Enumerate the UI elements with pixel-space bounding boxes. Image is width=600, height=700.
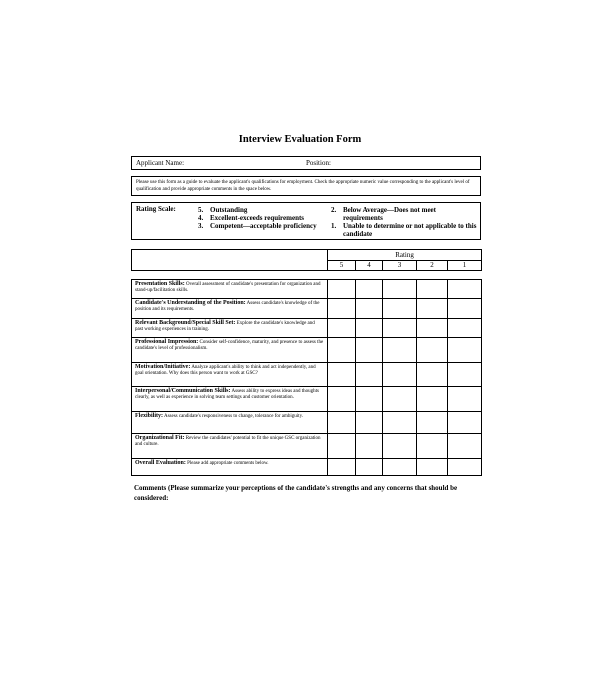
criteria-description-cell (132, 387, 328, 412)
rating-cell-5[interactable] (328, 318, 356, 337)
criteria-description-cell (132, 338, 328, 363)
rating-cell-3[interactable] (383, 362, 417, 387)
criteria-description-cell (132, 411, 328, 433)
criteria-row (132, 362, 482, 387)
rating-cell-1[interactable] (448, 458, 482, 475)
rating-cell-1[interactable] (448, 362, 482, 387)
criteria-description-cell (132, 280, 328, 299)
rating-cell-1[interactable] (448, 280, 482, 299)
rating-cell-4[interactable] (356, 299, 383, 318)
rating-cell-1[interactable] (448, 338, 482, 363)
rating-cell-2[interactable] (417, 411, 448, 433)
criteria-row (132, 318, 482, 337)
criteria-title: Professional Impression: (135, 339, 199, 346)
rating-cell-3[interactable] (383, 318, 417, 337)
rating-cell-1[interactable] (448, 434, 482, 459)
rating-cell-4[interactable] (356, 362, 383, 387)
rating-cell-5[interactable] (328, 299, 356, 318)
criteria-row (132, 299, 482, 318)
criteria-title: Flexibility: (135, 412, 163, 419)
criteria-description: Assess candidate's knowledge of the position and its requirements. (135, 301, 320, 313)
rating-cell-5[interactable] (328, 362, 356, 387)
criteria-row (132, 338, 482, 363)
scale-item-2: 2. Below Average—Does not meet requirements (331, 206, 436, 222)
criteria-title: Overall Evaluation: (135, 459, 186, 466)
criteria-title: Organizational Fit: (135, 435, 185, 442)
criteria-row (132, 387, 482, 412)
rating-cell-4[interactable] (356, 338, 383, 363)
rating-cell-2[interactable] (417, 387, 448, 412)
criteria-description: Explore the candidate's knowledge and past working experiences in training. (135, 320, 315, 332)
comments-prompt: Comments (Please summarize your perceptions of the candidate's strengths and any concerns that should be considered: (134, 484, 458, 502)
position-label: Position: (306, 159, 331, 167)
rating-cell-5[interactable] (328, 434, 356, 459)
rating-cell-2[interactable] (417, 299, 448, 318)
criteria-description: Overall assessment of candidate's presentation for organization and stand-up/facilitation skills. (135, 282, 321, 293)
criteria-title: Presentation Skills: (135, 281, 185, 287)
rating-cell-3[interactable] (383, 387, 417, 412)
rating-cell-3[interactable] (383, 411, 417, 433)
criteria-title: Interpersonal/Communication Skills: (135, 388, 231, 395)
rating-cell-3[interactable] (383, 338, 417, 363)
criteria-description: Assess candidate's responsiveness to change, tolerance for ambiguity. (163, 413, 303, 419)
criteria-description-cell (132, 362, 328, 387)
rating-cell-3[interactable] (383, 299, 417, 318)
rating-cell-2[interactable] (417, 338, 448, 363)
rating-cell-5[interactable] (328, 458, 356, 475)
criteria-table (131, 279, 482, 476)
rating-cell-4[interactable] (356, 458, 383, 475)
criteria-title: Motivation/Initiative: (135, 363, 191, 370)
criteria-description: Consider self-confidence, maturity, and presence to assess the candidate's level of professionalism. (135, 340, 324, 352)
rating-cell-1[interactable] (448, 387, 482, 412)
scale-item-3: 3. Competent—acceptable proficiency (198, 222, 317, 230)
rating-column-3: 3 (383, 260, 417, 271)
criteria-description: Analyze applicant's ability to think and act independently, and goal orientation. Why does this person want to work at GSC? (135, 364, 316, 376)
criteria-description-cell (132, 458, 328, 475)
form-title: Interview Evaluation Form (238, 134, 362, 145)
rating-cell-1[interactable] (448, 299, 482, 318)
rating-cell-3[interactable] (383, 280, 417, 299)
scale-item-4: 4. Excellent-exceeds requirements (198, 214, 305, 222)
criteria-row (132, 411, 482, 433)
criteria-title: Relevant Background/Special Skill Set: (135, 319, 236, 326)
rating-cell-4[interactable] (356, 387, 383, 412)
rating-cell-5[interactable] (328, 411, 356, 433)
rating-column-2: 2 (417, 260, 448, 271)
rating-column-1: 1 (448, 260, 482, 271)
rating-cell-4[interactable] (356, 318, 383, 337)
rating-cell-2[interactable] (417, 280, 448, 299)
rating-cell-4[interactable] (356, 411, 383, 433)
rating-scale-box (131, 202, 481, 240)
rating-header-label: Rating (328, 250, 482, 261)
criteria-title: Candidate's Understanding of the Position: (135, 300, 246, 307)
rating-cell-5[interactable] (328, 280, 356, 299)
criteria-description: Review the candidates' potential to fit the unique GSC organization and culture. (135, 436, 321, 448)
applicant-name-label: Applicant Name: (136, 159, 185, 167)
criteria-description-cell (132, 318, 328, 337)
rating-cell-3[interactable] (383, 458, 417, 475)
rating-cell-2[interactable] (417, 318, 448, 337)
criteria-row (132, 280, 482, 299)
rating-cell-1[interactable] (448, 411, 482, 433)
rating-cell-4[interactable] (356, 434, 383, 459)
scale-item-5: 5. Outstanding (198, 206, 248, 214)
criteria-row (132, 458, 482, 475)
rating-cell-5[interactable] (328, 387, 356, 412)
scale-item-1: 1. Unable to determine or not applicable to this candidate (331, 222, 477, 238)
applicant-position-box (131, 156, 481, 170)
criteria-description-cell (132, 434, 328, 459)
rating-cell-2[interactable] (417, 458, 448, 475)
rating-cell-5[interactable] (328, 338, 356, 363)
criteria-description-cell (132, 299, 328, 318)
rating-header-blank (132, 250, 328, 271)
rating-cell-2[interactable] (417, 434, 448, 459)
rating-column-4: 4 (356, 260, 383, 271)
rating-cell-3[interactable] (383, 434, 417, 459)
rating-cell-1[interactable] (448, 318, 482, 337)
rating-cell-2[interactable] (417, 362, 448, 387)
instructions-box: Please use this form as a guide to evaluate the applicant's qualifications for employment. Check the appropriate numeric value corresponding to the applicant's level of qualification and provide appropriate comments in the space below. (131, 176, 481, 196)
rating-cell-4[interactable] (356, 280, 383, 299)
criteria-description: Assess ability to express ideas and thoughts clearly, as well as experience in solving team settings and customer orientation. (135, 389, 319, 401)
rating-column-5: 5 (328, 260, 356, 271)
criteria-row (132, 434, 482, 459)
rating-header-table (131, 249, 482, 271)
criteria-description: Please add appropriate comments below. (187, 460, 269, 466)
rating-scale-label: Rating Scale: (136, 205, 176, 213)
